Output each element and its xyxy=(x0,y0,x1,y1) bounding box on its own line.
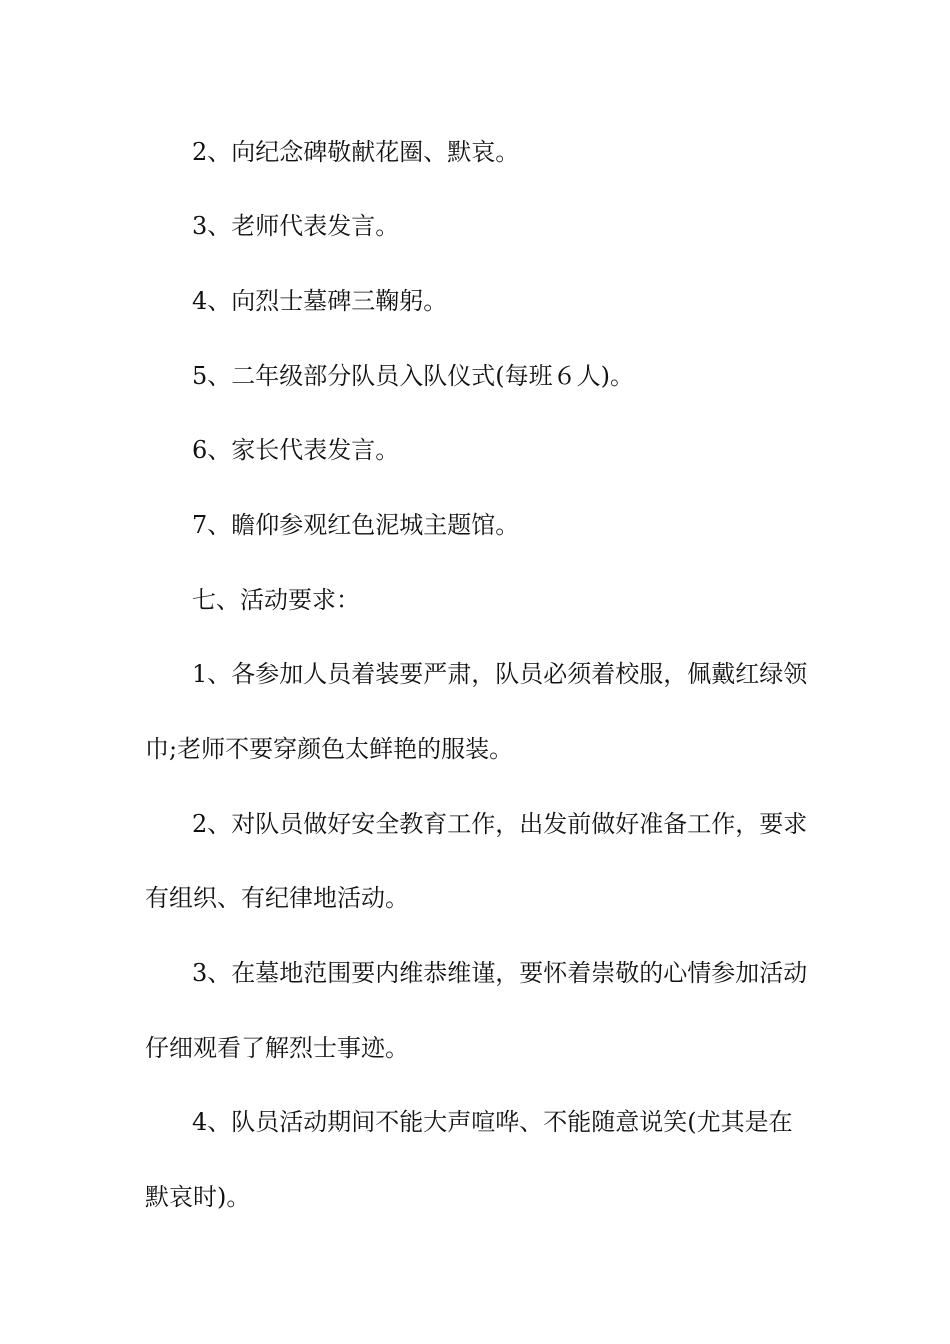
text-line-requirement-2a: 2、对队员做好安全教育工作，出发前做好准备工作，要求 xyxy=(192,810,808,838)
text-line-step-3: 3、老师代表发言。 xyxy=(192,212,400,240)
text-line-requirement-1a: 1、各参加人员着装要严肃，队员必须着校服，佩戴红绿领 xyxy=(192,660,808,688)
text-line-requirement-3a: 3、在墓地范围要内维恭维谨，要怀着崇敬的心情参加活动 xyxy=(192,959,808,987)
text-line-step-2: 2、向纪念碑敬献花圈、默哀。 xyxy=(192,138,520,166)
text-line-requirement-4a: 4、队员活动期间不能大声喧哗、不能随意说笑(尤其是在 xyxy=(192,1108,793,1136)
text-line-step-6: 6、家长代表发言。 xyxy=(192,436,400,464)
section-heading-requirements: 七、活动要求： xyxy=(192,586,360,614)
text-line-requirement-3b: 仔细观看了解烈士事迹。 xyxy=(145,1034,409,1062)
text-line-requirement-4b: 默哀时)。 xyxy=(145,1183,251,1211)
text-line-step-7: 7、瞻仰参观红色泥城主题馆。 xyxy=(192,511,520,539)
text-line-requirement-2b: 有组织、有纪律地活动。 xyxy=(145,884,409,912)
text-line-requirement-1b: 巾;老师不要穿颜色太鲜艳的服装。 xyxy=(145,735,514,763)
text-line-step-5: 5、二年级部分队员入队仪式(每班６人)。 xyxy=(192,362,634,390)
text-line-step-4: 4、向烈士墓碑三鞠躬。 xyxy=(192,287,448,315)
